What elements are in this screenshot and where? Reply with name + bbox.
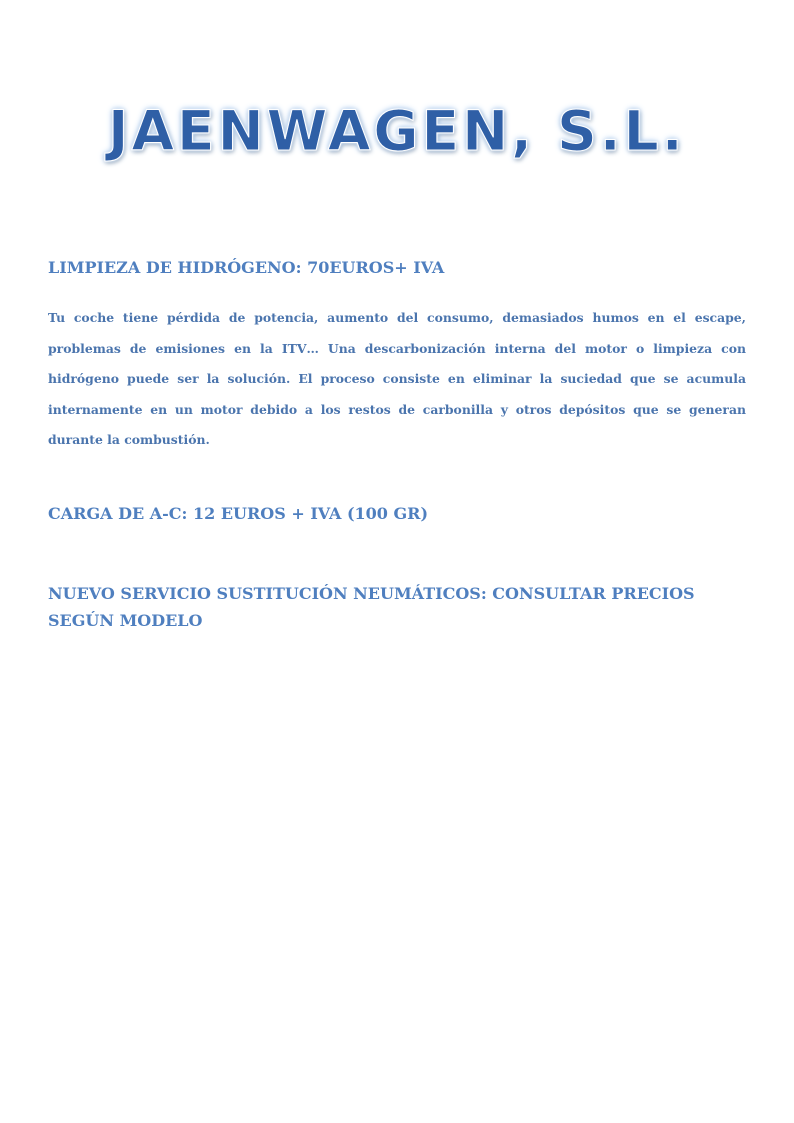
heading-hydrogen-cleaning: LIMPIEZA DE HIDRÓGENO: 70EUROS+ IVA — [48, 258, 445, 277]
heading-ac-recharge: CARGA DE A-C: 12 EUROS + IVA (100 GR) — [48, 504, 429, 523]
heading-tire-replacement: NUEVO SERVICIO SUSTITUCIÓN NEUMÁTICOS: CONSULTAR PRECIOS SEGÚN MODELO — [48, 584, 695, 630]
hydrogen-cleaning-description: Tu coche tiene pérdida de potencia, aumento del consumo, demasiados humos en el escape, problemas de emisiones en la ITV… Una descarbonización interna del motor o limpieza con hidrógeno puede ser la solución. El proceso consiste en eliminar la suciedad que se acumula internamente en un motor debido a los restos de carbonilla y otros depósitos que se generan durante la combustión. — [48, 310, 746, 447]
company-title: JAENWAGEN, S.L. — [108, 99, 686, 163]
